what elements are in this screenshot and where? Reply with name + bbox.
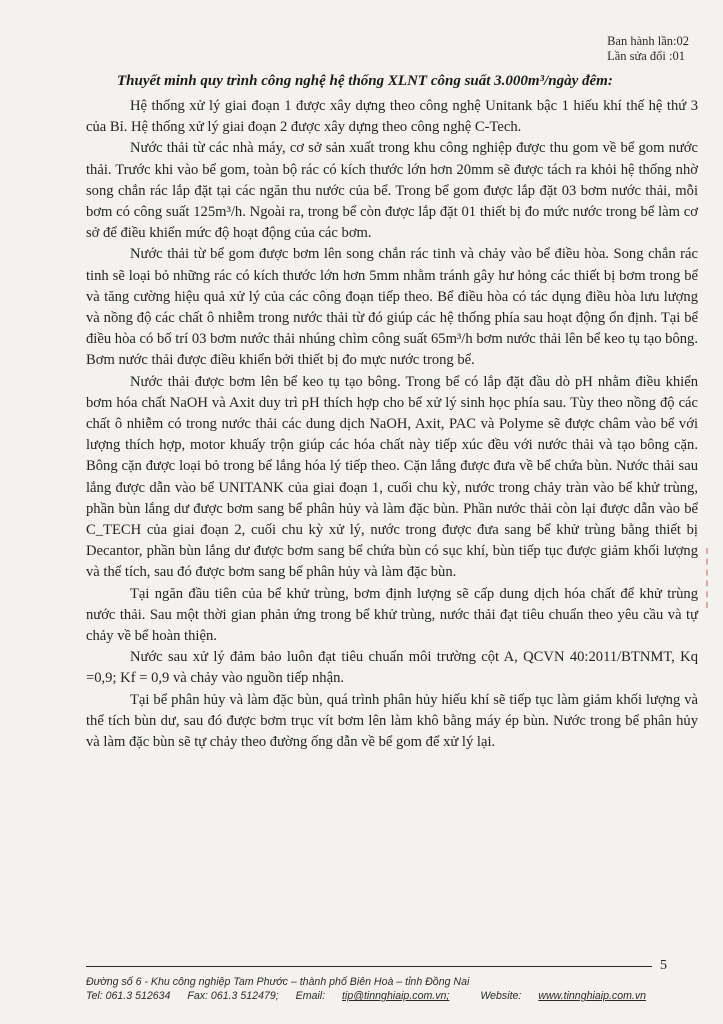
paragraph: Nước thải từ bể gom được bơm lên song chắn rác tinh và chảy vào bể điều hòa. Song chắn rác tinh sẽ loại bỏ những rác có kích thước lớn hơn 5mm nhằm tránh gây hư hỏng các thiết bị bơm trong bể và tăng cường hiệu quả xử lý của các công đoạn tiếp theo. Bể điều hòa có tác dụng điều hòa lưu lượng và nồng độ các chất ô nhiễm trong nước thải từ đó giúp các hệ thống phía sau hoạt động ổn định. Tại bể điều hòa có bố trí 03 bơm nước thải nhúng chìm công suất 65m³/h bơm nước thải lên bể keo tụ tạo bông. Bơm nước thải được điều khiển bởi thiết bị đo mực nước trong bể. (86, 246, 698, 369)
page-number: 5 (660, 958, 667, 973)
footer-email-label: Email: (295, 990, 326, 1002)
footer-email-group (296, 990, 464, 1002)
scan-edge-mark (706, 548, 712, 608)
paragraph: Nước sau xử lý đảm bảo luôn đạt tiêu chuẩn môi trường cột A, QCVN 40:2011/BTNMT, Kq =0,9; Kf = 0,9 và chảy vào nguồn tiếp nhận. (86, 649, 698, 687)
footer-divider (86, 966, 652, 967)
paragraph: Tại bể phân hủy và làm đặc bùn, quá trình phân hủy hiếu khí sẽ tiếp tục làm giảm khối lượng và thể tích bùn dư, sau đó được bơm trục vít bơm lên làm khô bằng máy ép bùn. Nước trong bể phân hủy và làm đặc bùn sẽ tự chảy theo đường ống dẫn về bể gom để xử lý lại. (86, 691, 698, 751)
document-body (86, 96, 698, 753)
paragraph: Nước thải từ các nhà máy, cơ sở sản xuất trong khu công nghiệp được thu gom về bể gom nước thải. Trước khi vào bể gom, toàn bộ rác có kích thước lớn hơn 20mm sẽ được tách ra khỏi hệ thống nhờ song chắn rác lắp đặt tại các ngăn thu nước của bể. Trong bể gom được lắp đặt 03 bơm nước thải, mỗi bơm có công suất 125m³/h. Ngoài ra, trong bể còn được lắp đặt 01 thiết bị đo mức nước trong bể làm cơ sở để điều khiển mức độ hoạt động của các bơm. (86, 140, 698, 242)
section-title: Thuyết minh quy trình công nghệ hệ thống XLNT công suất 3.000m³/ngày đêm: (117, 73, 613, 89)
footer-website-label: Website: (480, 990, 522, 1002)
revision-info (607, 34, 689, 64)
paragraph: Nước thải được bơm lên bể keo tụ tạo bông. Trong bể có lắp đặt đầu dò pH nhằm điều khiển bơm hóa chất NaOH và Axit duy trì pH thích hợp cho bể xử lý sinh học phía sau. Tùy theo nồng độ các chất ô nhiễm có trong nước thải các dung dịch NaOH, Axit, PAC và Polyme sẽ được châm vào bể với lượng thích hợp, motor khuấy trộn giúp các hóa chất này tiếp xúc đều với nước thải và tạo bông cặn. Bông cặn được loại bỏ trong bể lắng hóa lý tiếp theo. Cặn lắng được đưa về bể chứa bùn. Nước thải sau lắng được dẫn vào bể UNITANK của giai đoạn 1, cuối chu kỳ, nước trong chảy tràn vào bể khử trùng, phần bùn lắng dư được bơm sang bể phân hủy và làm đặc bùn. Phần nước thải còn lại được dẫn vào bể C_TECH của giai đoạn 2, cuối chu kỳ xử lý, nước trong được đưa sang bể khử trùng bằng thiết bị Decantor, phần bùn lắng dư được bơm sang bể chứa bùn có sục khí, bùn tiếp tục được giảm khối lượng và thể tích, sau đó được bơm sang bể phân hủy và làm đặc bùn. (86, 373, 698, 581)
revision-edit: Lần sửa đổi :01 (607, 49, 686, 63)
footer-email-link[interactable]: tip@tinnghiaip.com.vn; (342, 990, 450, 1002)
footer-address: Đường số 6 - Khu công nghiệp Tam Phước – thành phố Biên Hoà – tỉnh Đồng Nai (86, 976, 470, 988)
footer-website-link[interactable]: www.tinnghiaip.com.vn (538, 990, 647, 1002)
footer-website-group (480, 990, 660, 1002)
footer-tel: Tel: 061.3 512634 (86, 990, 171, 1002)
footer-contacts (86, 989, 706, 1003)
footer-fax: Fax: 061.3 512479; (187, 990, 279, 1002)
page-footer (86, 975, 706, 1003)
paragraph: Tại ngăn đầu tiên của bể khử trùng, bơm định lượng sẽ cấp dung dịch hóa chất để khử trùng nước thải. Sau một thời gian phản ứng trong bể khử trùng, nước thải đạt tiêu chuẩn theo yêu cầu và tự chảy về bể hoàn thiện. (86, 585, 698, 645)
revision-issue: Ban hành lần:02 (607, 34, 689, 48)
paragraph: Hệ thống xử lý giai đoạn 1 được xây dựng theo công nghệ Unitank bậc 1 hiếu khí thế hệ thứ 3 của Bỉ. Hệ thống xử lý giai đoạn 2 được xây dựng theo công nghệ C-Tech. (86, 98, 698, 136)
